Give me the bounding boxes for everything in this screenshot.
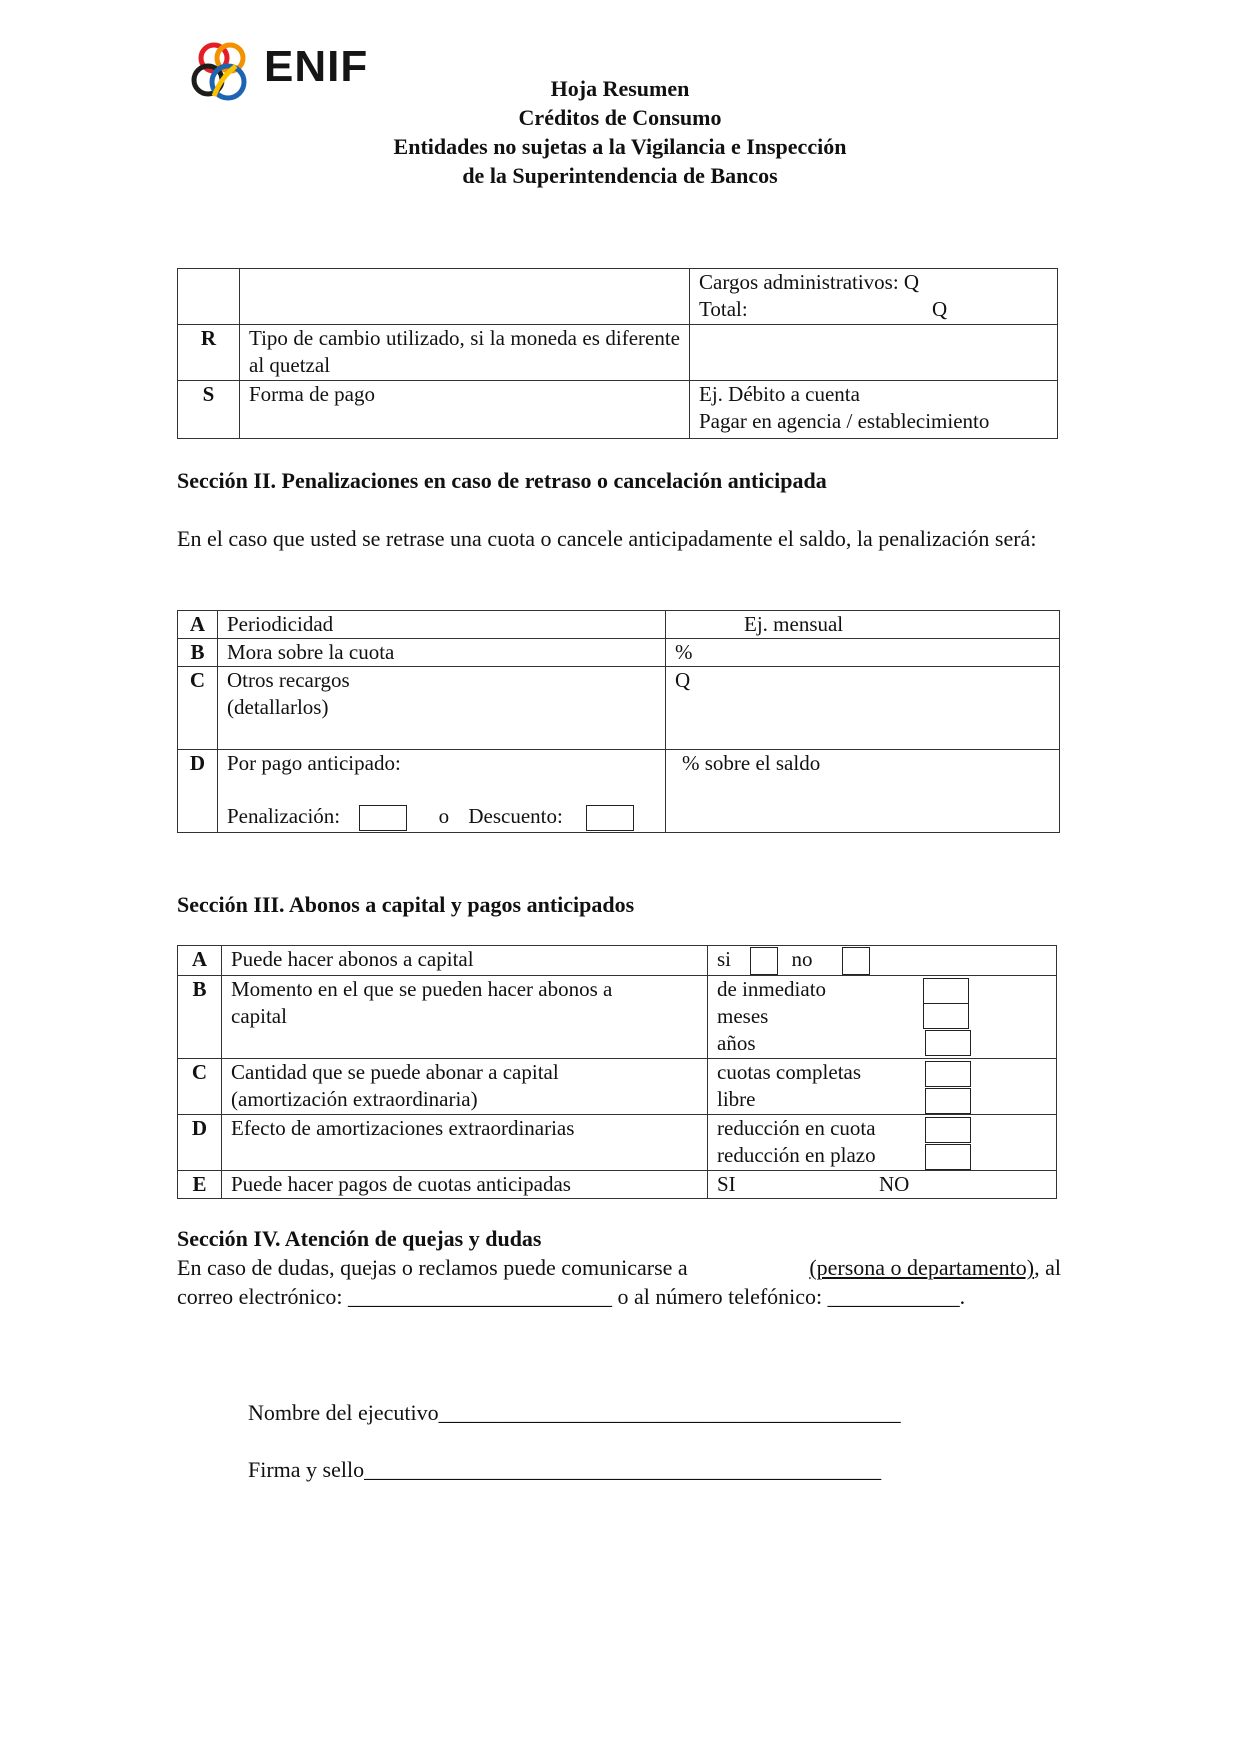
contact-text-after: , al	[1034, 1255, 1061, 1280]
row-label: Puede hacer pagos de cuotas anticipadas	[222, 1171, 708, 1199]
row-value: Ej. mensual	[666, 611, 1060, 639]
table-row	[178, 750, 1060, 833]
enif-logo-mark-icon	[184, 36, 264, 116]
executive-name-field[interactable]: Nombre del ejecutivo__________________________________________	[248, 1400, 901, 1425]
row-key: S	[178, 381, 240, 439]
option-si-label: si	[717, 947, 732, 971]
option-checkbox[interactable]	[923, 978, 969, 1004]
descuento-checkbox[interactable]	[586, 805, 634, 831]
table-row	[178, 381, 1058, 439]
row-value	[690, 269, 1058, 325]
title-line: Hoja Resumen	[550, 76, 690, 101]
option-label: meses	[717, 1004, 769, 1029]
value-line: Pagar en agencia / establecimiento	[699, 409, 990, 433]
option-checkbox[interactable]	[923, 1003, 969, 1029]
signature-stamp-field[interactable]: Firma y sello_______________________________________________	[248, 1457, 882, 1482]
option-checkbox[interactable]	[925, 1117, 971, 1143]
section-4-title: Sección IV. Atención de quejas y dudas	[177, 1226, 542, 1251]
table-row	[178, 1115, 1057, 1171]
or-label: o	[438, 804, 450, 828]
row-label: Efecto de amortizaciones extraordinarias	[222, 1115, 708, 1171]
row-options	[708, 976, 1057, 1059]
row-key: A	[178, 611, 218, 639]
row-value: Q	[666, 667, 1060, 750]
option-label: libre	[717, 1087, 756, 1112]
option-si-label: SI	[717, 1172, 736, 1197]
title-line: Créditos de Consumo	[518, 105, 722, 130]
value-line: Total:	[699, 297, 748, 321]
table-row	[178, 269, 1058, 325]
descuento-label: Descuento:	[468, 804, 563, 828]
row-label: Periodicidad	[218, 611, 666, 639]
penalizacion-label: Penalización:	[227, 804, 341, 828]
contact-target	[809, 1253, 1061, 1282]
logo-wordmark: ENIF	[264, 42, 369, 91]
section-3-title: Sección III. Abonos a capital y pagos anticipados	[177, 892, 635, 917]
table-capital-payments	[177, 945, 1057, 1199]
row-key: R	[178, 325, 240, 381]
row-key: A	[178, 946, 222, 976]
row-label	[218, 750, 666, 833]
label-line: Otros recargos	[227, 668, 350, 692]
section-4-line-2: correo electrónico: ________________________ o al número telefónico: ____________.	[177, 1284, 966, 1309]
value-line: Cargos administrativos: Q	[699, 270, 920, 294]
table-costs-continuation	[177, 268, 1058, 439]
row-value	[690, 325, 1058, 381]
row-options	[708, 946, 1057, 976]
table-row	[178, 1059, 1057, 1115]
row-key	[178, 269, 240, 325]
row-label: Cantidad que se puede abonar a capital (amortización extraordinaria)	[222, 1059, 708, 1115]
contact-person-placeholder: (persona o departamento)	[809, 1255, 1035, 1280]
row-label: Momento en el que se pueden hacer abonos a capital	[222, 976, 708, 1059]
row-label	[218, 667, 666, 750]
option-label: reducción en plazo	[717, 1143, 876, 1168]
option-label: reducción en cuota	[717, 1116, 876, 1141]
value-line: Ej. Débito a cuenta	[699, 382, 860, 406]
table-penalties	[177, 610, 1060, 833]
option-si-checkbox[interactable]	[750, 947, 778, 975]
row-label: Mora sobre la cuota	[218, 639, 666, 667]
penalizacion-checkbox[interactable]	[359, 805, 407, 831]
table-row	[178, 667, 1060, 750]
label-line: (detallarlos)	[227, 695, 329, 719]
option-checkbox[interactable]	[925, 1030, 971, 1056]
table-row	[178, 976, 1057, 1059]
label-line: Por pago anticipado:	[227, 751, 401, 775]
row-value	[690, 381, 1058, 439]
row-value: % sobre el saldo	[666, 750, 1060, 833]
row-key: B	[178, 976, 222, 1059]
title-line: de la Superintendencia de Bancos	[462, 163, 778, 188]
option-label: cuotas completas	[717, 1060, 862, 1085]
row-key: C	[178, 667, 218, 750]
row-options	[708, 1059, 1057, 1115]
row-key: B	[178, 639, 218, 667]
penalty-options	[227, 803, 656, 831]
row-label	[240, 269, 690, 325]
option-label: de inmediato	[717, 977, 827, 1002]
row-key: D	[178, 1115, 222, 1171]
option-checkbox[interactable]	[925, 1144, 971, 1170]
row-options	[708, 1115, 1057, 1171]
title-line: Entidades no sujetas a la Vigilancia e Inspección	[393, 134, 847, 159]
row-key: C	[178, 1059, 222, 1115]
option-checkbox[interactable]	[925, 1088, 971, 1114]
row-key: E	[178, 1171, 222, 1199]
row-label: Tipo de cambio utilizado, si la moneda es diferente al quetzal	[240, 325, 690, 381]
option-no-label: no	[791, 947, 813, 971]
section-4-text	[177, 1253, 1061, 1311]
option-no-checkbox[interactable]	[842, 947, 870, 975]
row-label: Forma de pago	[240, 381, 690, 439]
table-row	[178, 611, 1060, 639]
row-options	[708, 1171, 1057, 1199]
table-row	[178, 1171, 1057, 1199]
table-row	[178, 946, 1057, 976]
document-title	[300, 74, 940, 190]
section-2-title: Sección II. Penalizaciones en caso de retraso o cancelación anticipada	[177, 468, 827, 493]
option-no-label: NO	[878, 1172, 910, 1197]
section-4-line-1	[177, 1253, 1061, 1282]
value-extra: Q	[932, 297, 948, 321]
option-label: años	[717, 1031, 756, 1056]
table-row	[178, 639, 1060, 667]
table-row	[178, 325, 1058, 381]
contact-text: En caso de dudas, quejas o reclamos puede comunicarse a	[177, 1255, 688, 1280]
row-value: %	[666, 639, 1060, 667]
section-2-intro: En el caso que usted se retrase una cuota o cancele anticipadamente el saldo, la penalización será:	[177, 526, 1037, 551]
row-key: D	[178, 750, 218, 833]
row-label: Puede hacer abonos a capital	[222, 946, 708, 976]
option-checkbox[interactable]	[925, 1061, 971, 1087]
